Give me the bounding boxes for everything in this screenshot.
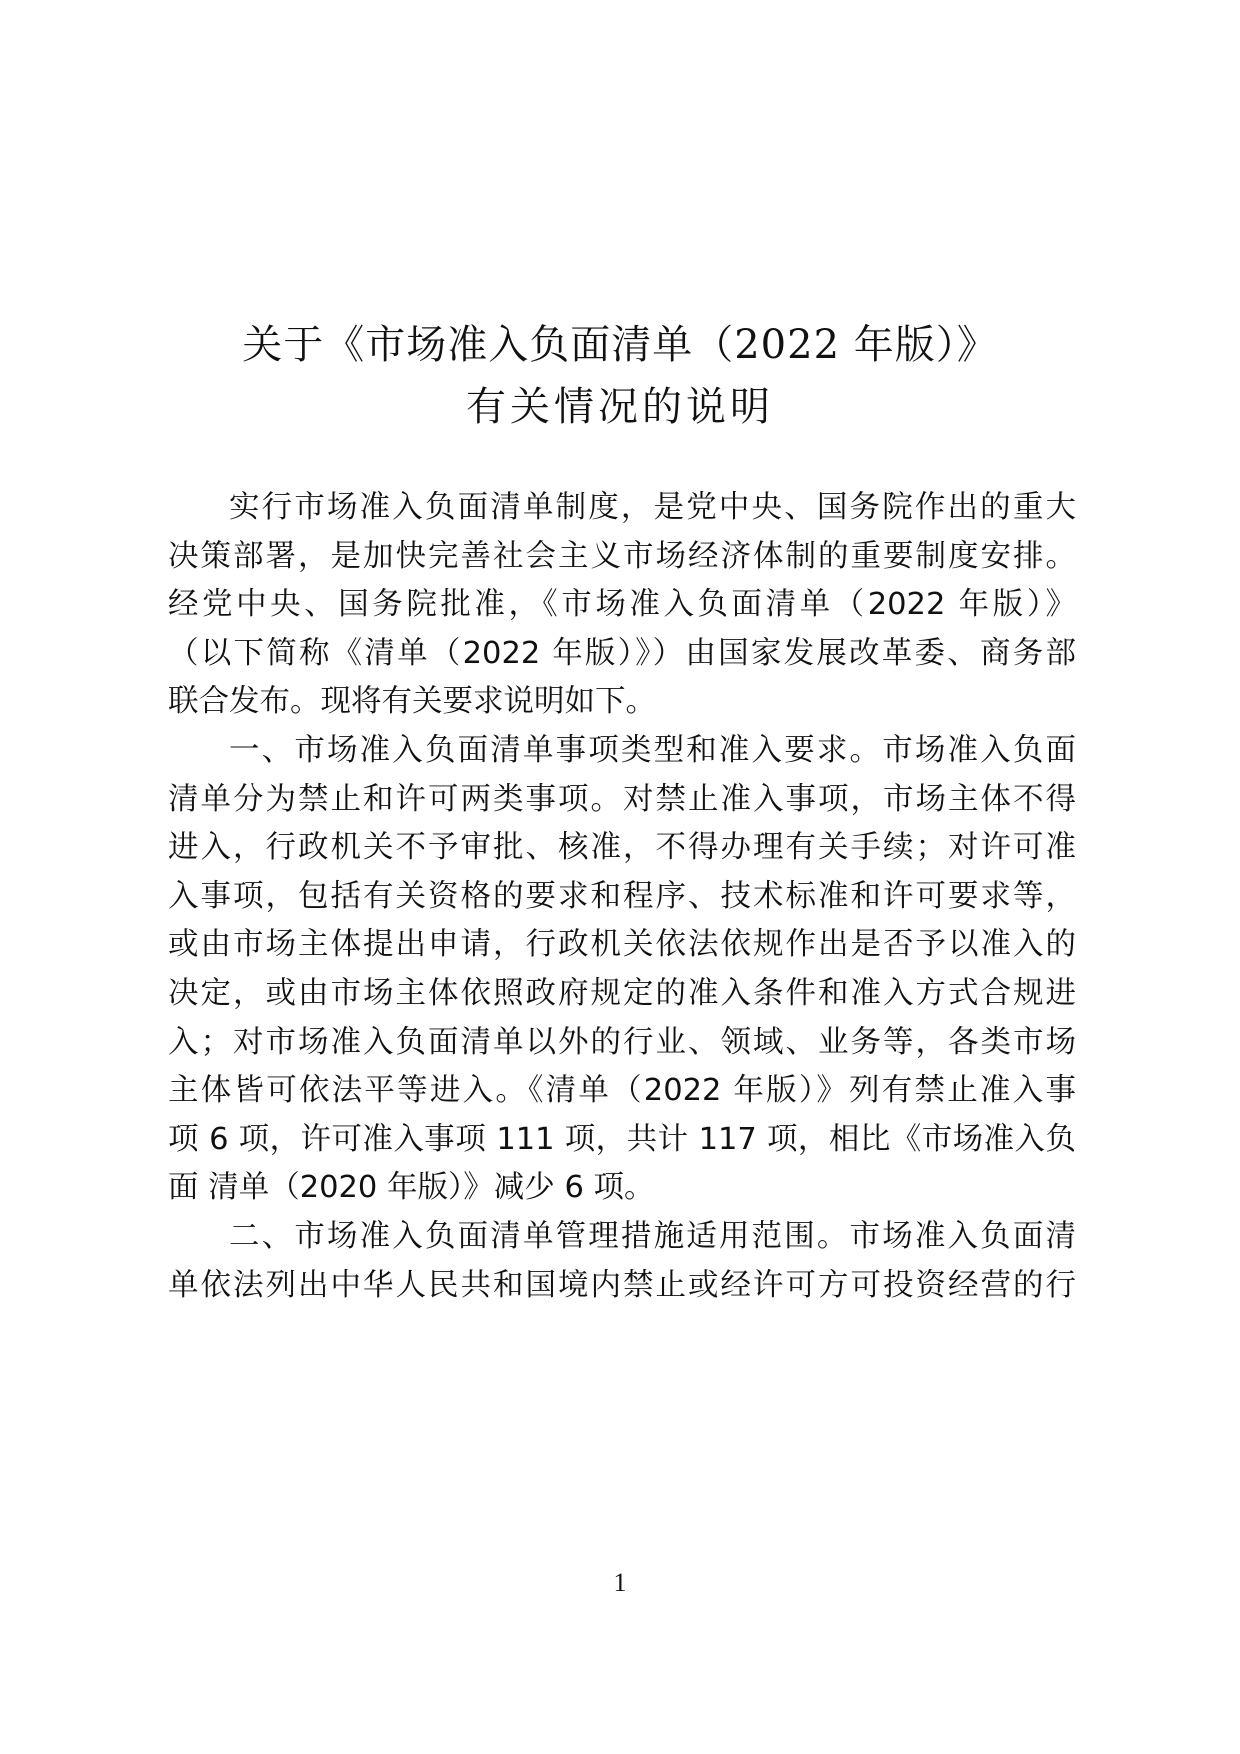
document-body	[168, 484, 1076, 1310]
paragraph-intro	[168, 484, 1076, 727]
text-line: 二、市场准入负面清单管理措施适用范围。市场准入负面清	[229, 1218, 1076, 1254]
text-line: 或由市场主体提出申请，行政机关依法依规作出是否予以准入的	[168, 927, 1076, 963]
title-line-2: 有关情况的说明	[466, 384, 774, 430]
text-line: 进入，行政机关不予审批、核准，不得办理有关手续；对许可准	[168, 830, 1076, 866]
text-line: 主体皆可依法平等进入。《清单（2022 年版）》列有禁止准入事	[168, 1073, 1076, 1109]
text-line: 一、市场准入负面清单事项类型和准入要求。市场准入负面	[229, 732, 1076, 768]
text-line: 清单分为禁止和许可两类事项。对禁止准入事项，市场主体不得	[168, 781, 1076, 817]
text-line: 单依法列出中华人民共和国境内禁止或经许可方可投资经营的行	[168, 1267, 1076, 1303]
page-number: 1	[613, 1568, 627, 1597]
title-line-1: 关于《市场准入负面清单（2022 年版）》	[242, 322, 998, 368]
text-line: 入；对市场准入负面清单以外的行业、领域、业务等，各类市场	[168, 1024, 1076, 1060]
text-line: 入事项，包括有关资格的要求和程序、技术标准和许可要求等，	[168, 878, 1076, 914]
text-line: 决策部署，是加快完善社会主义市场经济体制的重要制度安排。	[168, 538, 1076, 574]
text-line: 经党中央、国务院批准，《市场准入负面清单（2022 年版）》	[168, 587, 1076, 623]
text-line: 面 清单（2020 年版）》减少 6 项。	[168, 1170, 655, 1206]
paragraph-section-2	[168, 1213, 1076, 1310]
text-line: 项 6 项，许可准入事项 111 项，共计 117 项，相比《市场准入负	[168, 1121, 1076, 1157]
text-line: （以下简称《清单（2022 年版）》）由国家发展改革委、商务部	[168, 635, 1076, 671]
text-line: 决定，或由市场主体依照政府规定的准入条件和准入方式合规进	[168, 975, 1076, 1011]
text-line: 联合发布。现将有关要求说明如下。	[168, 684, 656, 720]
document-title	[0, 314, 1240, 438]
paragraph-section-1	[168, 727, 1076, 1213]
text-line: 实行市场准入负面清单制度，是党中央、国务院作出的重大	[229, 490, 1076, 525]
